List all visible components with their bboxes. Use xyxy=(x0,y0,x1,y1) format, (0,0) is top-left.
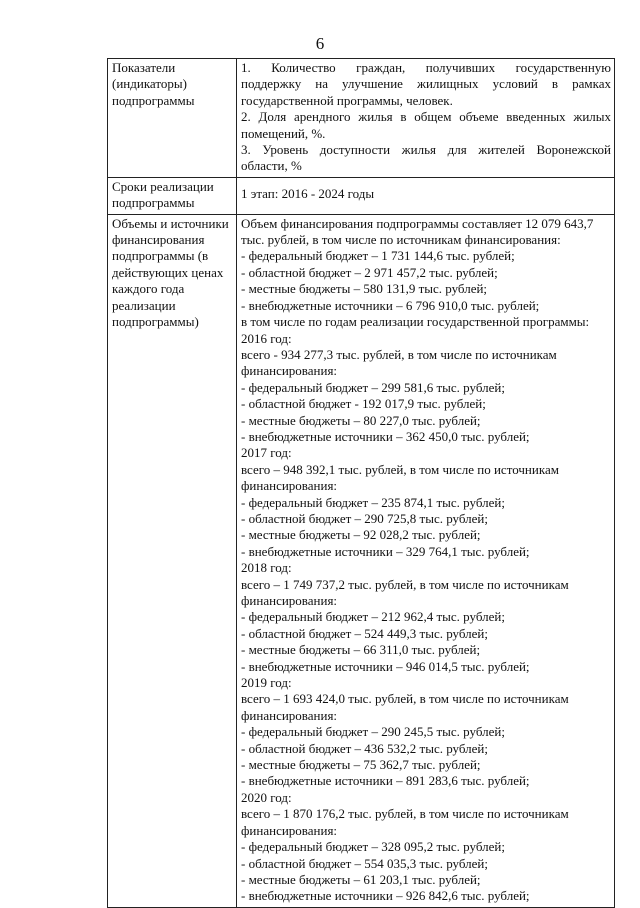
indicator-item-1: 1. Количество граждан, получивших государственную xyxy=(241,60,611,75)
period-value-cell xyxy=(237,177,615,214)
financing-label-line: Объемы и источники xyxy=(112,215,229,231)
year-block-2016 xyxy=(241,331,611,446)
financing-label-line: подпрограммы (в xyxy=(112,248,209,264)
year-source-line: - внебюджетные источники – 362 450,0 тыс. рублей; xyxy=(241,428,530,444)
year-block-2019 xyxy=(241,675,611,790)
period-label-cell xyxy=(108,177,237,214)
year-label: 2016 год: xyxy=(241,330,292,346)
year-label: 2018 год: xyxy=(241,560,292,576)
year-financing-word: финансирования: xyxy=(241,363,338,379)
table-row-indicators xyxy=(108,59,615,178)
financing-intro: тыс. рублей, в том числе по источникам финансирования: xyxy=(241,232,561,248)
year-source-line: - местные бюджеты – 80 227,0 тыс. рублей; xyxy=(241,412,481,428)
year-source-line: - областной бюджет – 524 449,3 тыс. рублей; xyxy=(241,625,488,641)
year-source-line: - внебюджетные источники – 926 842,6 тыс. рублей; xyxy=(241,888,530,904)
year-total-line: всего – 1 870 176,2 тыс. рублей, в том числе по источникам xyxy=(241,806,569,822)
indicator-item-1-cont: поддержку на улучшение жилищных условий в рамках xyxy=(241,76,611,92)
year-source-line: - федеральный бюджет – 299 581,6 тыс. рублей; xyxy=(241,379,505,395)
year-financing-word: финансирования: xyxy=(241,822,338,838)
year-source-line: - областной бюджет – 554 035,3 тыс. рублей; xyxy=(241,855,488,871)
year-source-line: - внебюджетные источники – 946 014,5 тыс. рублей; xyxy=(241,658,530,674)
year-source-line: - внебюджетные источники – 891 283,6 тыс. рублей; xyxy=(241,773,530,789)
year-label: 2020 год: xyxy=(241,789,292,805)
by-years-line: в том числе по годам реализации государственной программы: xyxy=(241,314,590,330)
year-financing-word: финансирования: xyxy=(241,478,338,494)
year-source-line: - местные бюджеты – 92 028,2 тыс. рублей; xyxy=(241,527,481,543)
total-source-line: - внебюджетные источники – 6 796 910,0 тыс. рублей; xyxy=(241,297,540,313)
indicators-value-cell xyxy=(237,59,615,178)
year-source-line: - местные бюджеты – 66 311,0 тыс. рублей; xyxy=(241,642,481,658)
year-block-2020 xyxy=(241,790,611,905)
total-source-line: - местные бюджеты – 580 131,9 тыс. рублей; xyxy=(241,281,488,297)
indicator-item-2-end: помещений, %. xyxy=(241,125,326,141)
financing-label-line: реализации xyxy=(112,297,176,313)
year-source-line: - областной бюджет – 290 725,8 тыс. рублей; xyxy=(241,510,488,526)
year-label: 2017 год: xyxy=(241,445,292,461)
year-financing-word: финансирования: xyxy=(241,707,338,723)
financing-label-line: подпрограммы) xyxy=(112,314,199,330)
year-source-line: - местные бюджеты – 75 362,7 тыс. рублей; xyxy=(241,757,481,773)
financing-label-line: каждого года xyxy=(112,281,185,297)
indicator-item-2: 2. Доля арендного жилья в общем объеме введенных жилых xyxy=(241,109,611,125)
year-block-2018 xyxy=(241,560,611,675)
period-value: 1 этап: 2016 - 2024 годы xyxy=(241,185,375,201)
indicator-item-1-end: государственной программы, человек. xyxy=(241,92,453,108)
indicators-label-cell xyxy=(108,59,237,178)
year-source-line: - федеральный бюджет – 235 874,1 тыс. рублей; xyxy=(241,494,505,510)
financing-label-cell xyxy=(108,214,237,907)
indicator-item-3: 3. Уровень доступности жилья для жителей Воронежской xyxy=(241,142,611,158)
indicators-label-line: (индикаторы) xyxy=(112,76,187,92)
year-source-line: - федеральный бюджет – 212 962,4 тыс. рублей; xyxy=(241,609,505,625)
financing-value-cell xyxy=(237,214,615,907)
year-source-line: - внебюджетные источники – 329 764,1 тыс. рублей; xyxy=(241,543,530,559)
total-source-line: - федеральный бюджет – 1 731 144,6 тыс. рублей; xyxy=(241,248,515,264)
year-source-line: - областной бюджет – 436 532,2 тыс. рублей; xyxy=(241,740,488,756)
indicators-label-line: Показатели xyxy=(112,60,176,75)
table-row-period xyxy=(108,177,615,214)
year-total-line: всего – 1 749 737,2 тыс. рублей, в том числе по источникам xyxy=(241,576,569,592)
year-source-line: - федеральный бюджет – 328 095,2 тыс. рублей; xyxy=(241,839,505,855)
year-total-line: всего – 948 392,1 тыс. рублей, в том числе по источникам xyxy=(241,461,559,477)
indicator-item-3-end: области, % xyxy=(241,158,302,174)
year-source-line: - местные бюджеты – 61 203,1 тыс. рублей; xyxy=(241,871,481,887)
period-label-line: подпрограммы xyxy=(112,195,195,211)
year-source-line: - областной бюджет - 192 017,9 тыс. рублей; xyxy=(241,396,486,412)
subprogram-passport-table xyxy=(107,58,615,908)
financing-label-line: действующих ценах xyxy=(112,264,224,280)
page-number: 6 xyxy=(315,34,325,53)
financing-label-line: финансирования xyxy=(112,232,205,248)
year-label: 2019 год: xyxy=(241,675,292,691)
year-source-line: - федеральный бюджет – 290 245,5 тыс. рублей; xyxy=(241,724,505,740)
year-block-2017 xyxy=(241,445,611,560)
year-total-line: всего – 1 693 424,0 тыс. рублей, в том числе по источникам xyxy=(241,691,569,707)
total-source-line: - областной бюджет – 2 971 457,2 тыс. рублей; xyxy=(241,264,498,280)
indicators-label-line: подпрограммы xyxy=(112,92,195,108)
financing-intro: Объем финансирования подпрограммы составляет 12 079 643,7 xyxy=(241,215,594,231)
year-financing-word: финансирования: xyxy=(241,593,338,608)
period-label-line: Сроки реализации xyxy=(112,178,214,194)
year-total-line: всего - 934 277,3 тыс. рублей, в том числе по источникам xyxy=(241,346,557,362)
table-row-financing xyxy=(108,214,615,907)
